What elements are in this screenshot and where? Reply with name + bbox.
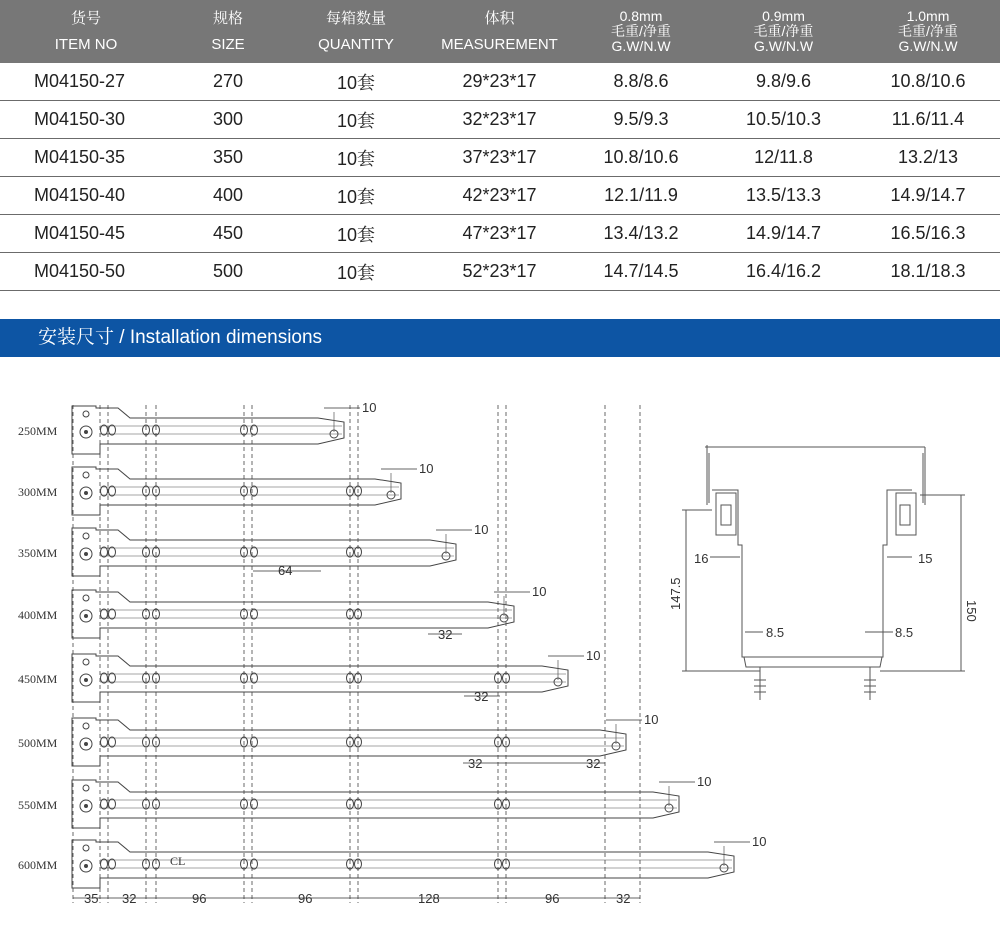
cell-measurement: 29*23*17 [428, 63, 571, 101]
bottom-dim-labels [84, 891, 630, 906]
rail-mount-hole-center [84, 552, 88, 556]
centerline-label: CL [170, 854, 186, 868]
dim-32b-label: 32 [474, 689, 489, 704]
bottom-dim-label: 128 [418, 891, 440, 906]
cell-w10: 10.8/10.6 [856, 63, 1000, 101]
end-dim-label: 10 [362, 400, 377, 415]
cell-qty: 10套 [284, 215, 428, 253]
cell-w10: 18.1/18.3 [856, 253, 1000, 291]
cell-w08: 9.5/9.3 [571, 101, 711, 139]
cell-w10: 11.6/11.4 [856, 101, 1000, 139]
cell-w10: 16.5/16.3 [856, 215, 1000, 253]
cell-w09: 13.5/13.3 [711, 177, 856, 215]
cell-measurement: 42*23*17 [428, 177, 571, 215]
rails-group [18, 400, 766, 888]
table-row [0, 63, 1000, 101]
rail-mount-hole-center [84, 864, 88, 868]
header-quantity: 每箱数量 QUANTITY [284, 0, 428, 63]
cell-qty: 10套 [284, 253, 428, 291]
cell-size: 350 [172, 139, 284, 177]
rail-400mm [18, 584, 546, 638]
table-row [0, 177, 1000, 215]
section-dim-8-5-left: 8.5 [766, 625, 785, 640]
end-dim-label: 10 [586, 648, 601, 663]
rail-mount-hole-center [84, 491, 88, 495]
rail-outline [72, 406, 344, 454]
rail-350mm [18, 522, 488, 576]
table-row [0, 253, 1000, 291]
end-dim-label: 10 [474, 522, 489, 537]
rail-mount-hole-center [84, 804, 88, 808]
cell-w08: 13.4/13.2 [571, 215, 711, 253]
header-item-no: 货号 ITEM NO [0, 0, 172, 63]
rail-550mm [18, 774, 711, 828]
section-dim-8-5-right: 8.5 [895, 625, 914, 640]
rail-size-label: 300MM [18, 485, 58, 499]
rail-mount-hole-center [84, 614, 88, 618]
cell-qty: 10套 [284, 101, 428, 139]
cell-w08: 12.1/11.9 [571, 177, 711, 215]
cell-w08: 14.7/14.5 [571, 253, 711, 291]
rail-size-label: 500MM [18, 736, 58, 750]
table-header-row [0, 0, 1000, 63]
bottom-dim-label: 35 [84, 891, 99, 906]
installation-drawing [0, 395, 1000, 915]
dim-32d-label: 32 [586, 756, 601, 771]
cell-item: M04150-40 [0, 177, 172, 215]
dim-32c-label: 32 [468, 756, 483, 771]
cell-item: M04150-50 [0, 253, 172, 291]
cell-measurement: 47*23*17 [428, 215, 571, 253]
table-row [0, 101, 1000, 139]
bottom-dim-label: 32 [616, 891, 631, 906]
rail-mount-hole-center [84, 430, 88, 434]
rail-300mm [18, 461, 433, 515]
cell-w08: 10.8/10.6 [571, 139, 711, 177]
cell-size: 500 [172, 253, 284, 291]
cell-item: M04150-27 [0, 63, 172, 101]
end-dim-label: 10 [419, 461, 434, 476]
cell-w09: 9.8/9.6 [711, 63, 856, 101]
rail-500mm [18, 712, 658, 766]
cross-section [682, 445, 965, 700]
cell-qty: 10套 [284, 139, 428, 177]
bottom-dim-label: 96 [545, 891, 560, 906]
section-title-bar [0, 319, 1000, 357]
bottom-dim-label: 96 [192, 891, 207, 906]
rail-outline [72, 528, 456, 576]
cell-size: 300 [172, 101, 284, 139]
rail-600mm [18, 834, 766, 888]
cell-item: M04150-30 [0, 101, 172, 139]
section-dim-147: 147.5 [668, 577, 683, 610]
bottom-dim-label: 96 [298, 891, 313, 906]
cell-measurement: 32*23*17 [428, 101, 571, 139]
rail-outline [72, 718, 626, 766]
cell-qty: 10套 [284, 63, 428, 101]
section-dim-16: 16 [694, 551, 709, 566]
section-dim-15: 15 [918, 551, 933, 566]
rail-size-label: 350MM [18, 546, 58, 560]
table-row [0, 215, 1000, 253]
end-dim-label: 10 [697, 774, 712, 789]
header-size: 规格 SIZE [172, 0, 284, 63]
rail-size-label: 250MM [18, 424, 58, 438]
cell-size: 400 [172, 177, 284, 215]
rail-outline [72, 467, 401, 515]
rail-mount-hole-center [84, 678, 88, 682]
header-measurement: 体积 MEASUREMENT [428, 0, 571, 63]
rail-450mm [18, 648, 600, 702]
cell-measurement: 52*23*17 [428, 253, 571, 291]
rail-outline [72, 780, 679, 828]
specs-table [0, 0, 1000, 291]
rail-250mm [18, 400, 376, 454]
end-dim-label: 10 [532, 584, 547, 599]
cell-size: 270 [172, 63, 284, 101]
cell-w09: 14.9/14.7 [711, 215, 856, 253]
cell-w09: 12/11.8 [711, 139, 856, 177]
section-dim-150: 150 [964, 600, 979, 622]
end-dim-label: 10 [644, 712, 659, 727]
cell-qty: 10套 [284, 177, 428, 215]
header-weight-08: 0.8mm 毛重/净重 G.W/N.W [571, 0, 711, 63]
cell-w10: 13.2/13 [856, 139, 1000, 177]
cell-item: M04150-45 [0, 215, 172, 253]
cell-w09: 16.4/16.2 [711, 253, 856, 291]
header-weight-10: 1.0mm 毛重/净重 G.W/N.W [856, 0, 1000, 63]
rail-size-label: 450MM [18, 672, 58, 686]
rail-size-label: 400MM [18, 608, 58, 622]
cell-w09: 10.5/10.3 [711, 101, 856, 139]
dim-64-label: 64 [278, 563, 293, 578]
table-row [0, 139, 1000, 177]
rail-size-label: 550MM [18, 798, 58, 812]
dim-32a-label: 32 [438, 627, 453, 642]
header-weight-09: 0.9mm 毛重/净重 G.W/N.W [711, 0, 856, 63]
bottom-dim-label: 32 [122, 891, 137, 906]
cell-item: M04150-35 [0, 139, 172, 177]
cell-w08: 8.8/8.6 [571, 63, 711, 101]
end-dim-label: 10 [752, 834, 767, 849]
cell-w10: 14.9/14.7 [856, 177, 1000, 215]
cell-size: 450 [172, 215, 284, 253]
cell-measurement: 37*23*17 [428, 139, 571, 177]
rail-mount-hole-center [84, 742, 88, 746]
section-title: 安装尺寸 / Installation dimensions [38, 327, 323, 348]
rail-size-label: 600MM [18, 858, 58, 872]
